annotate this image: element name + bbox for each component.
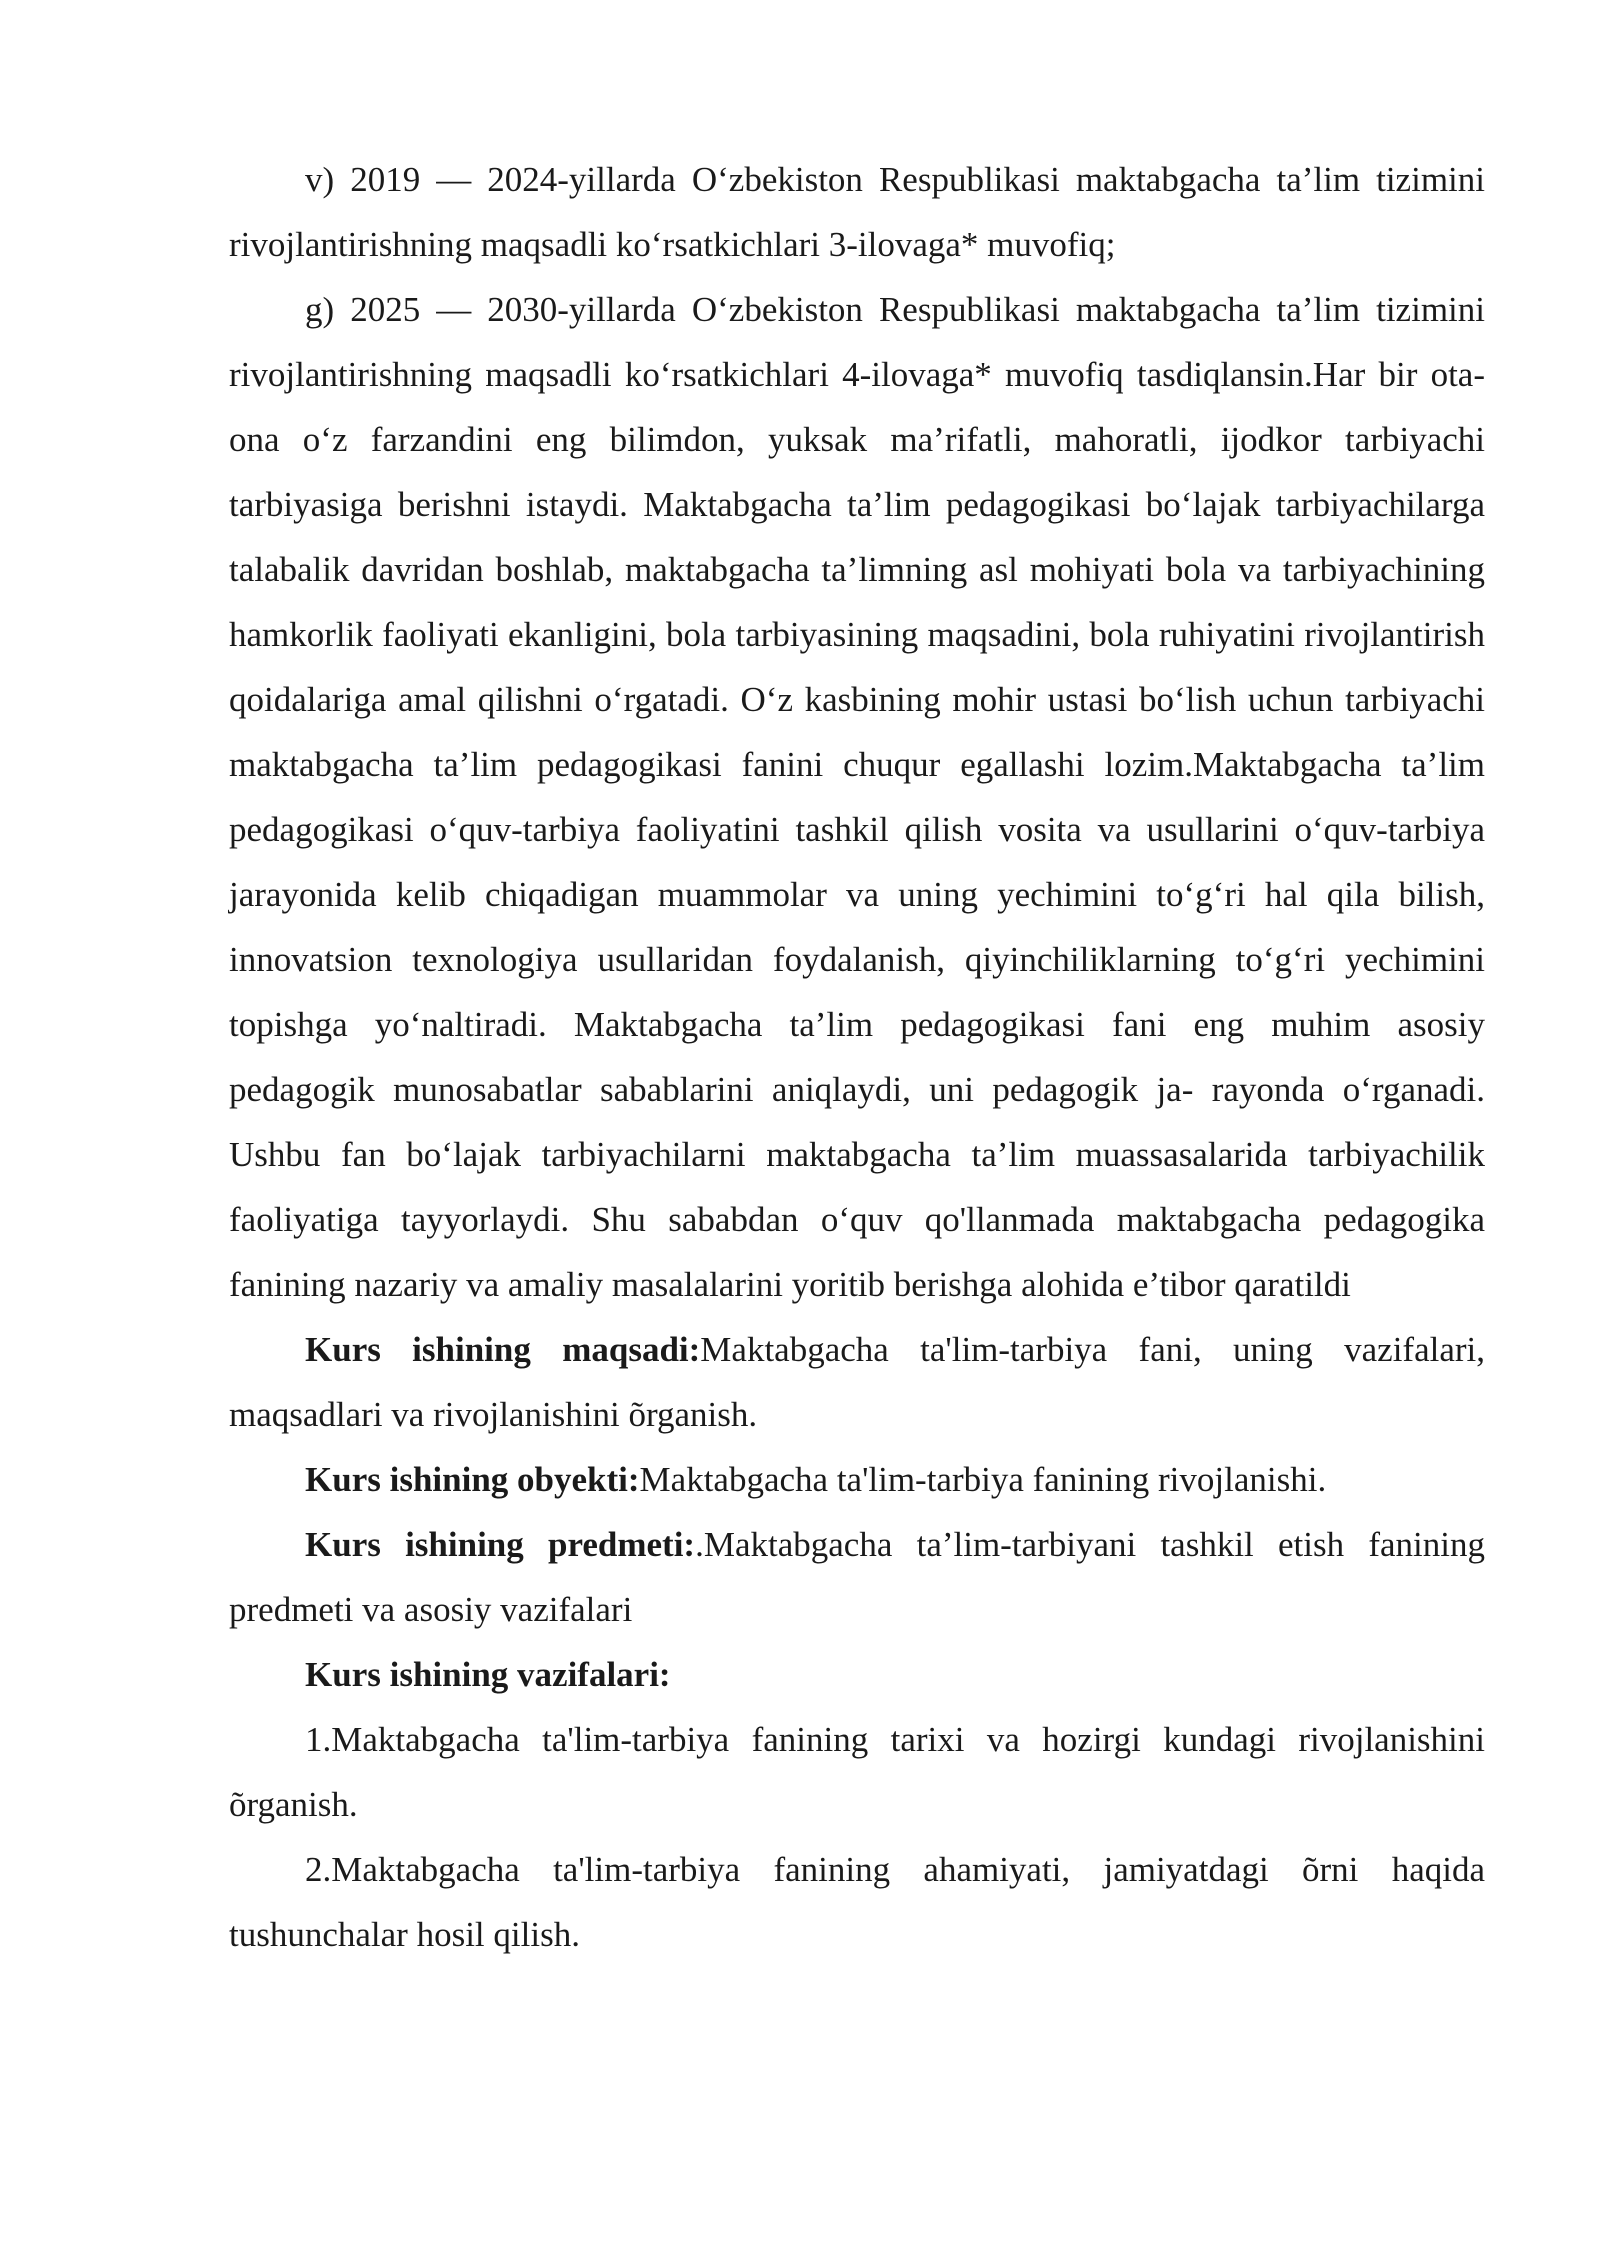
document-body xyxy=(229,147,1485,1967)
paragraph-target-2025-2030 xyxy=(229,277,1485,1317)
course-object-text: Maktabgacha ta'lim-tarbiya fanining rivojlanishi. xyxy=(639,1460,1327,1499)
course-subject-label: Kurs ishining predmeti: xyxy=(305,1525,696,1564)
paragraph-task-1 xyxy=(229,1707,1485,1837)
course-object-label: Kurs ishining obyekti: xyxy=(305,1460,640,1499)
paragraph-target-2019-2024 xyxy=(229,147,1485,277)
paragraph-course-object xyxy=(229,1447,1485,1512)
course-goal-text: Maktabgacha ta'lim-tarbiya fani, uning vazifalari, maqsadlari va rivojlanishini õrganish. xyxy=(229,1330,1485,1434)
task-1-text: 1.Maktabgacha ta'lim-tarbiya fanining tarixi va hozirgi kundagi rivojlanishini õrganish. xyxy=(229,1720,1485,1824)
course-tasks-label: Kurs ishining vazifalari: xyxy=(305,1655,671,1694)
task-2-text: 2.Maktabgacha ta'lim-tarbiya fanining ahamiyati, jamiyatdagi õrni haqida tushunchalar hosil qilish. xyxy=(229,1850,1485,1954)
paragraph-text: g) 2025 — 2030-yillarda O‘zbekiston Respublikasi maktabgacha ta’lim tizimini rivojlantirishning maqsadli ko‘rsatkichlari 4-ilovaga* muvofiq tasdiqlansin.Har bir ota-ona o‘z farzandini eng bilimdon, yuksak ma’rifatli, mahoratli, ijodkor tarbiyachi tarbiyasiga berishni istaydi. Maktabgacha ta’lim pedagogikasi bo‘lajak tarbiyachilarga talabalik davridan boshlab, maktabgacha ta’limning asl mohiyati bola va tarbiyachining hamkorlik faoliyati ekanligini, bola tarbiyasining maqsadini, bola ruhiyatini rivojlantirish qoidalariga amal qilishni o‘rgatadi. O‘z kasbining mohir ustasi bo‘lish uchun tarbiyachi maktabgacha ta’lim pedagogikasi fanini chuqur egallashi lozim.Maktabgacha ta’lim pedagogikasi o‘quv-tarbiya faoliyatini tashkil qilish vosita va usullarini o‘quv-tarbiya jarayonida kelib chiqadigan muammolar va uning yechimini to‘g‘ri hal qila bilish, innovatsion texnologiya usullaridan foydalanish, qiyinchiliklarning to‘g‘ri yechimini topishga yo‘naltiradi. Maktabgacha ta’lim pedagogikasi fani eng muhim asosiy pedagogik munosabatlar sabablarini aniqlaydi, uni pedagogik ja- rayonda o‘rganadi. Ushbu fan bo‘lajak tarbiyachilarni maktabgacha ta’lim muassasalarida tarbiyachilik faoliyatiga tayyorlaydi. Shu sababdan o‘quv qo'llanmada maktabgacha pedagogika fanining nazariy va amaliy masalalarini yoritib berishga alohida e’tibor qaratildi xyxy=(229,290,1485,1304)
paragraph-course-goal xyxy=(229,1317,1485,1447)
paragraph-task-2 xyxy=(229,1837,1485,1967)
paragraph-course-tasks-heading xyxy=(229,1642,1485,1707)
paragraph-text: v) 2019 — 2024-yillarda O‘zbekiston Respublikasi maktabgacha ta’lim tizimini rivojlantirishning maqsadli ko‘rsatkichlari 3-ilovaga* muvofiq; xyxy=(229,160,1485,264)
paragraph-course-subject xyxy=(229,1512,1485,1642)
course-goal-label: Kurs ishining maqsadi: xyxy=(305,1330,701,1369)
course-subject-text: .Maktabgacha ta’lim-tarbiyani tashkil etish fanining predmeti va asosiy vazifalari xyxy=(229,1525,1485,1629)
